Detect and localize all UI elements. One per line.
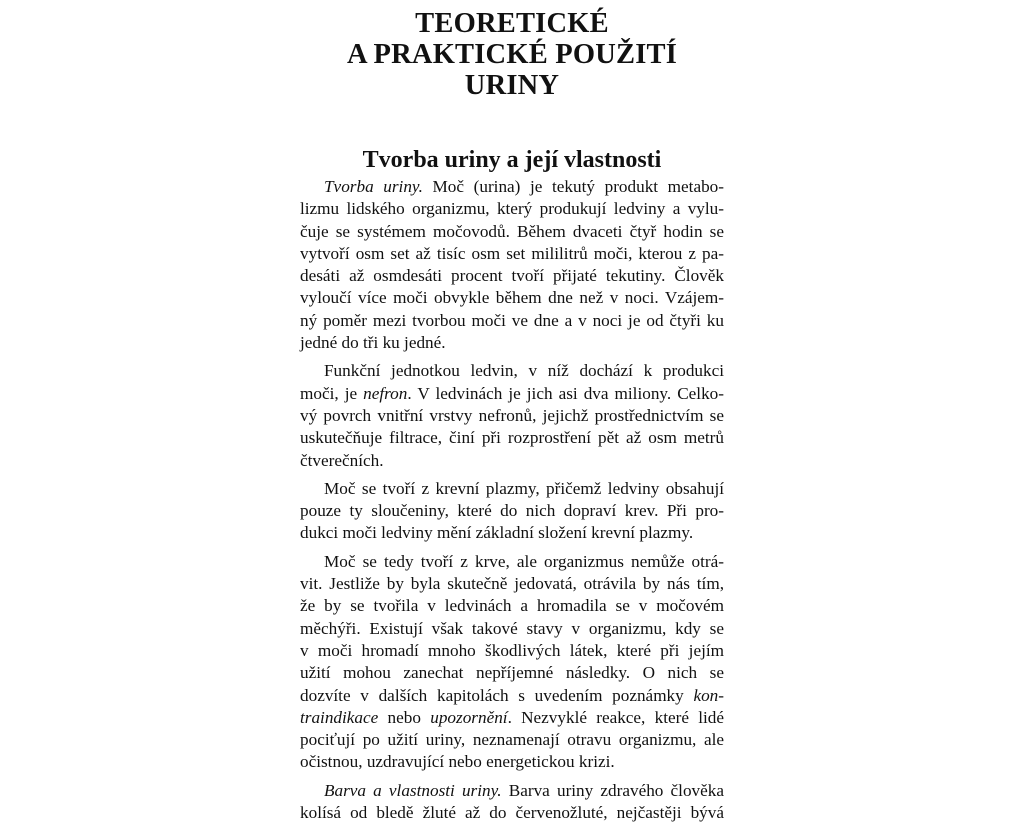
text-line: [300, 729, 724, 751]
text-run: Moč se tvoří z krevní plazmy, přičemž ledviny obsahují: [324, 478, 724, 498]
text-run: lizmu lidského organizmu, který produkují ledviny a vylu-: [300, 199, 724, 219]
text-line: [300, 478, 724, 500]
text-run: dukci moči ledviny mění základní složení krevní plazmy.: [300, 523, 694, 543]
paragraph: [300, 176, 724, 354]
text-line: [300, 707, 724, 729]
italic-text: Barva a vlastnosti uriny.: [324, 780, 502, 800]
text-run: uskutečňuje filtrace, činí při rozprostření pět až osm metrů: [300, 428, 724, 448]
paragraph: [300, 478, 724, 545]
text-run: vit. Jestliže by byla skutečně jedovatá, otrávila by nás tím,: [300, 574, 724, 594]
italic-text: upozornění: [430, 707, 508, 727]
text-run: v moči hromadí mnoho škodlivých látek, které při jejím: [300, 640, 724, 660]
text-line: [300, 332, 724, 354]
title-line: A PRAKTICKÉ POUŽITÍ: [346, 39, 678, 70]
text-line: [300, 500, 724, 522]
text-run: . V ledvinách je jich asi dva miliony. Celko-: [407, 383, 724, 403]
article-body: [300, 176, 724, 830]
text-line: [300, 595, 724, 617]
text-run: Funkční jednotkou ledvin, v níž dochází k produkci: [324, 361, 724, 381]
section-heading: Tvorba uriny a její vlastnosti: [362, 147, 662, 173]
text-run: Moč se tedy tvoří z krve, ale organizmus nemůže otrá-: [324, 551, 724, 571]
text-run: jedné do tři ku jedné.: [300, 333, 446, 353]
text-line: [300, 427, 724, 449]
text-run: pouze ty sloučeniny, které do nich dopraví krev. Při pro-: [300, 501, 724, 521]
text-run: očistnou, uzdravující nebo energetickou krizi.: [300, 752, 615, 772]
text-line: [300, 221, 724, 243]
italic-text: Tvorba uriny.: [324, 177, 423, 196]
text-line: [300, 751, 724, 773]
text-line: [300, 522, 724, 544]
text-run: čtverečních.: [300, 450, 384, 470]
text-run: moči, je: [300, 383, 364, 403]
text-run: desáti až osmdesáti procent tvoří přijaté tekutiny. Člověk: [300, 266, 724, 286]
paragraph: [300, 780, 724, 825]
text-run: že by se tvořila v ledvinách a hromadila se v močovém: [300, 596, 724, 616]
text-run: ný poměr mezi tvorbou moči ve dne a v noci je od čtyři ku: [300, 310, 724, 330]
text-line: [300, 383, 724, 405]
text-line: [300, 310, 724, 332]
text-line: [300, 802, 724, 824]
text-run: čuje se systémem močovodů. Během dvaceti čtyř hodin se: [300, 221, 724, 241]
text-run: pociťují po užití uriny, neznamenají otravu organizmu, ale: [300, 730, 724, 750]
text-line: [300, 662, 724, 684]
text-line: [300, 360, 724, 382]
paragraph: [300, 551, 724, 774]
text-run: vyloučí více moči obvykle během dne než v noci. Vzájem-: [300, 288, 724, 308]
text-run: měchýři. Existují však takové stavy v organizmu, kdy se: [300, 618, 724, 638]
text-line: [300, 685, 724, 707]
text-run: Moč (urina) je tekutý produkt metabo-: [422, 177, 724, 196]
text-run: vý povrch vnitřní vrstvy nefronů, jejichž prostřednictvím se: [300, 405, 724, 425]
text-line: [300, 265, 724, 287]
paragraph: [300, 360, 724, 471]
text-run: dozvíte v dalších kapitolách s uvedením poznámky: [300, 685, 694, 705]
text-line: [300, 640, 724, 662]
italic-text: kon-: [693, 685, 724, 705]
italic-text: traindikace: [300, 707, 379, 727]
text-line: [300, 780, 724, 802]
text-line: [300, 618, 724, 640]
text-line: [300, 450, 724, 472]
text-run: užití mohou zanechat nepříjemné následky. O nich se: [300, 663, 724, 683]
title-line: URINY: [464, 70, 560, 101]
text-line: [300, 573, 724, 595]
text-line: [300, 198, 724, 220]
text-run: . Nezvyklé reakce, které lidé: [507, 707, 724, 727]
text-line: [300, 551, 724, 573]
text-line: [300, 243, 724, 265]
text-run: vytvoří osm set až tisíc osm set mililitrů moči, kterou z pa-: [300, 243, 724, 263]
italic-text: nefron: [363, 383, 408, 403]
text-line: [300, 405, 724, 427]
text-line: [300, 176, 724, 198]
page-title: [262, 8, 762, 101]
text-run: kolísá od bledě žluté až do červenožluté, nejčastěji bývá: [300, 803, 724, 823]
title-line: TEORETICKÉ: [415, 8, 609, 39]
text-line: [300, 287, 724, 309]
text-run: nebo: [378, 707, 431, 727]
text-run: Barva uriny zdravého člověka: [501, 780, 724, 800]
